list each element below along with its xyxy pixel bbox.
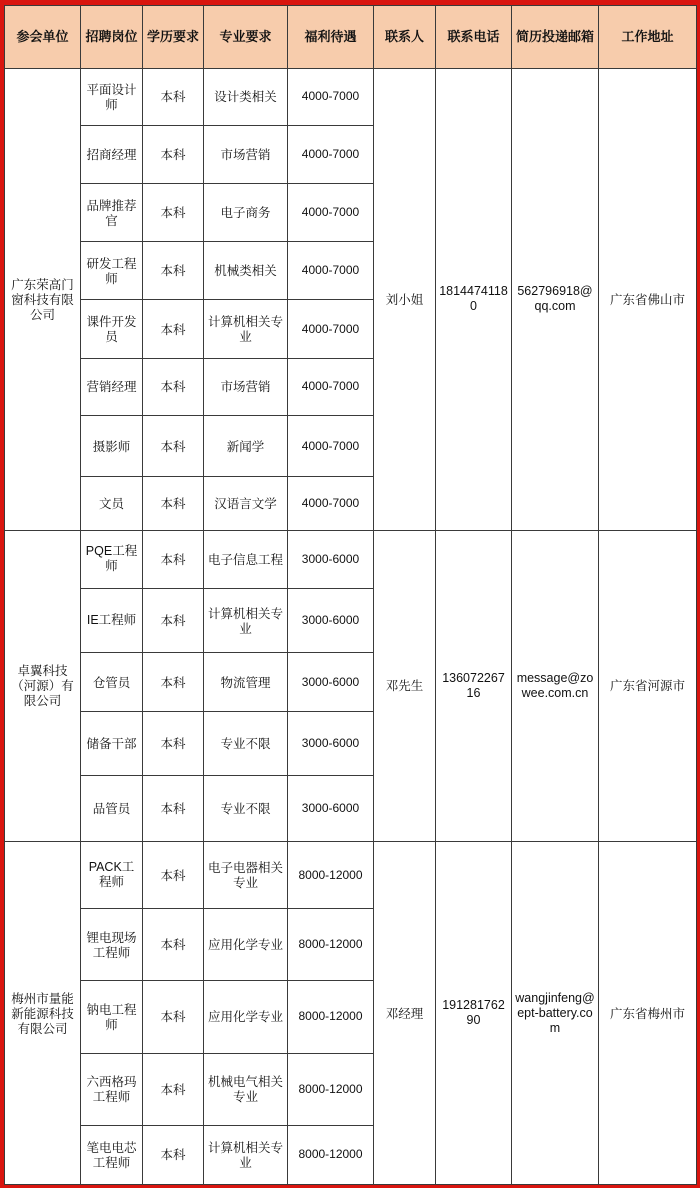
job-major: 汉语言文学 xyxy=(204,477,288,530)
job-position: PQE工程师 xyxy=(81,530,143,588)
recruitment-table-frame xyxy=(4,5,696,1185)
job-position: 仓管员 xyxy=(81,653,143,712)
job-position: 储备干部 xyxy=(81,712,143,775)
job-salary: 4000-7000 xyxy=(288,477,374,530)
job-position: 笔电电芯工程师 xyxy=(81,1125,143,1185)
job-education: 本科 xyxy=(143,588,204,652)
job-major: 设计类相关 xyxy=(204,69,288,125)
job-education: 本科 xyxy=(143,842,204,909)
work-address: 广东省河源市 xyxy=(599,530,697,842)
header-contact: 联系人 xyxy=(374,6,436,69)
job-position: IE工程师 xyxy=(81,588,143,652)
contact-person: 刘小姐 xyxy=(374,69,436,530)
job-salary: 8000-12000 xyxy=(288,842,374,909)
job-major: 应用化学专业 xyxy=(204,980,288,1053)
job-position: 平面设计师 xyxy=(81,69,143,125)
contact-email[interactable]: wangjinfeng@ept-battery.com xyxy=(512,842,599,1185)
job-education: 本科 xyxy=(143,477,204,530)
company-name: 卓翼科技（河源）有限公司 xyxy=(5,530,81,842)
job-position: 招商经理 xyxy=(81,125,143,183)
job-salary: 8000-12000 xyxy=(288,1054,374,1125)
table-row xyxy=(5,69,697,125)
job-major: 电子信息工程 xyxy=(204,530,288,588)
job-salary: 8000-12000 xyxy=(288,1125,374,1185)
contact-person: 邓先生 xyxy=(374,530,436,842)
job-education: 本科 xyxy=(143,909,204,980)
job-major: 电子商务 xyxy=(204,183,288,241)
job-education: 本科 xyxy=(143,1125,204,1185)
work-address: 广东省梅州市 xyxy=(599,842,697,1185)
work-address: 广东省佛山市 xyxy=(599,69,697,530)
job-salary: 4000-7000 xyxy=(288,183,374,241)
job-education: 本科 xyxy=(143,183,204,241)
contact-phone: 19128176290 xyxy=(436,842,512,1185)
contact-phone: 18144741180 xyxy=(436,69,512,530)
job-education: 本科 xyxy=(143,416,204,477)
job-education: 本科 xyxy=(143,712,204,775)
recruitment-table xyxy=(4,5,697,1185)
job-salary: 4000-7000 xyxy=(288,242,374,300)
job-education: 本科 xyxy=(143,300,204,358)
table-row xyxy=(5,842,697,909)
job-salary: 3000-6000 xyxy=(288,588,374,652)
job-position: PACK工程师 xyxy=(81,842,143,909)
job-salary: 8000-12000 xyxy=(288,909,374,980)
job-salary: 8000-12000 xyxy=(288,980,374,1053)
job-position: 锂电现场工程师 xyxy=(81,909,143,980)
job-major: 专业不限 xyxy=(204,775,288,841)
header-address: 工作地址 xyxy=(599,6,697,69)
contact-phone: 13607226716 xyxy=(436,530,512,842)
job-education: 本科 xyxy=(143,775,204,841)
job-position: 六西格玛工程师 xyxy=(81,1054,143,1125)
job-education: 本科 xyxy=(143,653,204,712)
job-major: 机械电气相关专业 xyxy=(204,1054,288,1125)
company-name: 梅州市量能新能源科技有限公司 xyxy=(5,842,81,1185)
job-position: 营销经理 xyxy=(81,358,143,415)
contact-email[interactable]: 562796918@qq.com xyxy=(512,69,599,530)
table-row xyxy=(5,530,697,588)
job-salary: 3000-6000 xyxy=(288,530,374,588)
job-major: 应用化学专业 xyxy=(204,909,288,980)
job-major: 计算机相关专业 xyxy=(204,588,288,652)
header-phone: 联系电话 xyxy=(436,6,512,69)
header-email: 简历投递邮箱 xyxy=(512,6,599,69)
job-position: 文员 xyxy=(81,477,143,530)
job-education: 本科 xyxy=(143,530,204,588)
job-position: 品管员 xyxy=(81,775,143,841)
job-major: 专业不限 xyxy=(204,712,288,775)
job-position: 钠电工程师 xyxy=(81,980,143,1053)
job-education: 本科 xyxy=(143,69,204,125)
job-major: 计算机相关专业 xyxy=(204,300,288,358)
header-position: 招聘岗位 xyxy=(81,6,143,69)
job-position: 研发工程师 xyxy=(81,242,143,300)
contact-email[interactable]: message@zowee.com.cn xyxy=(512,530,599,842)
job-major: 市场营销 xyxy=(204,358,288,415)
job-salary: 4000-7000 xyxy=(288,416,374,477)
job-education: 本科 xyxy=(143,358,204,415)
job-major: 电子电器相关专业 xyxy=(204,842,288,909)
header-row xyxy=(5,6,697,69)
header-company: 参会单位 xyxy=(5,6,81,69)
job-major: 市场营销 xyxy=(204,125,288,183)
job-education: 本科 xyxy=(143,242,204,300)
job-position: 品牌推荐官 xyxy=(81,183,143,241)
job-salary: 3000-6000 xyxy=(288,712,374,775)
job-salary: 4000-7000 xyxy=(288,69,374,125)
header-major: 专业要求 xyxy=(204,6,288,69)
job-major: 机械类相关 xyxy=(204,242,288,300)
job-salary: 3000-6000 xyxy=(288,775,374,841)
header-salary: 福利待遇 xyxy=(288,6,374,69)
job-major: 计算机相关专业 xyxy=(204,1125,288,1185)
job-position: 课件开发员 xyxy=(81,300,143,358)
job-position: 摄影师 xyxy=(81,416,143,477)
job-major: 新闻学 xyxy=(204,416,288,477)
job-salary: 4000-7000 xyxy=(288,358,374,415)
header-education: 学历要求 xyxy=(143,6,204,69)
job-salary: 4000-7000 xyxy=(288,125,374,183)
job-education: 本科 xyxy=(143,980,204,1053)
job-salary: 3000-6000 xyxy=(288,653,374,712)
job-salary: 4000-7000 xyxy=(288,300,374,358)
job-education: 本科 xyxy=(143,125,204,183)
job-education: 本科 xyxy=(143,1054,204,1125)
company-name: 广东荣高门窗科技有限公司 xyxy=(5,69,81,530)
job-major: 物流管理 xyxy=(204,653,288,712)
contact-person: 邓经理 xyxy=(374,842,436,1185)
